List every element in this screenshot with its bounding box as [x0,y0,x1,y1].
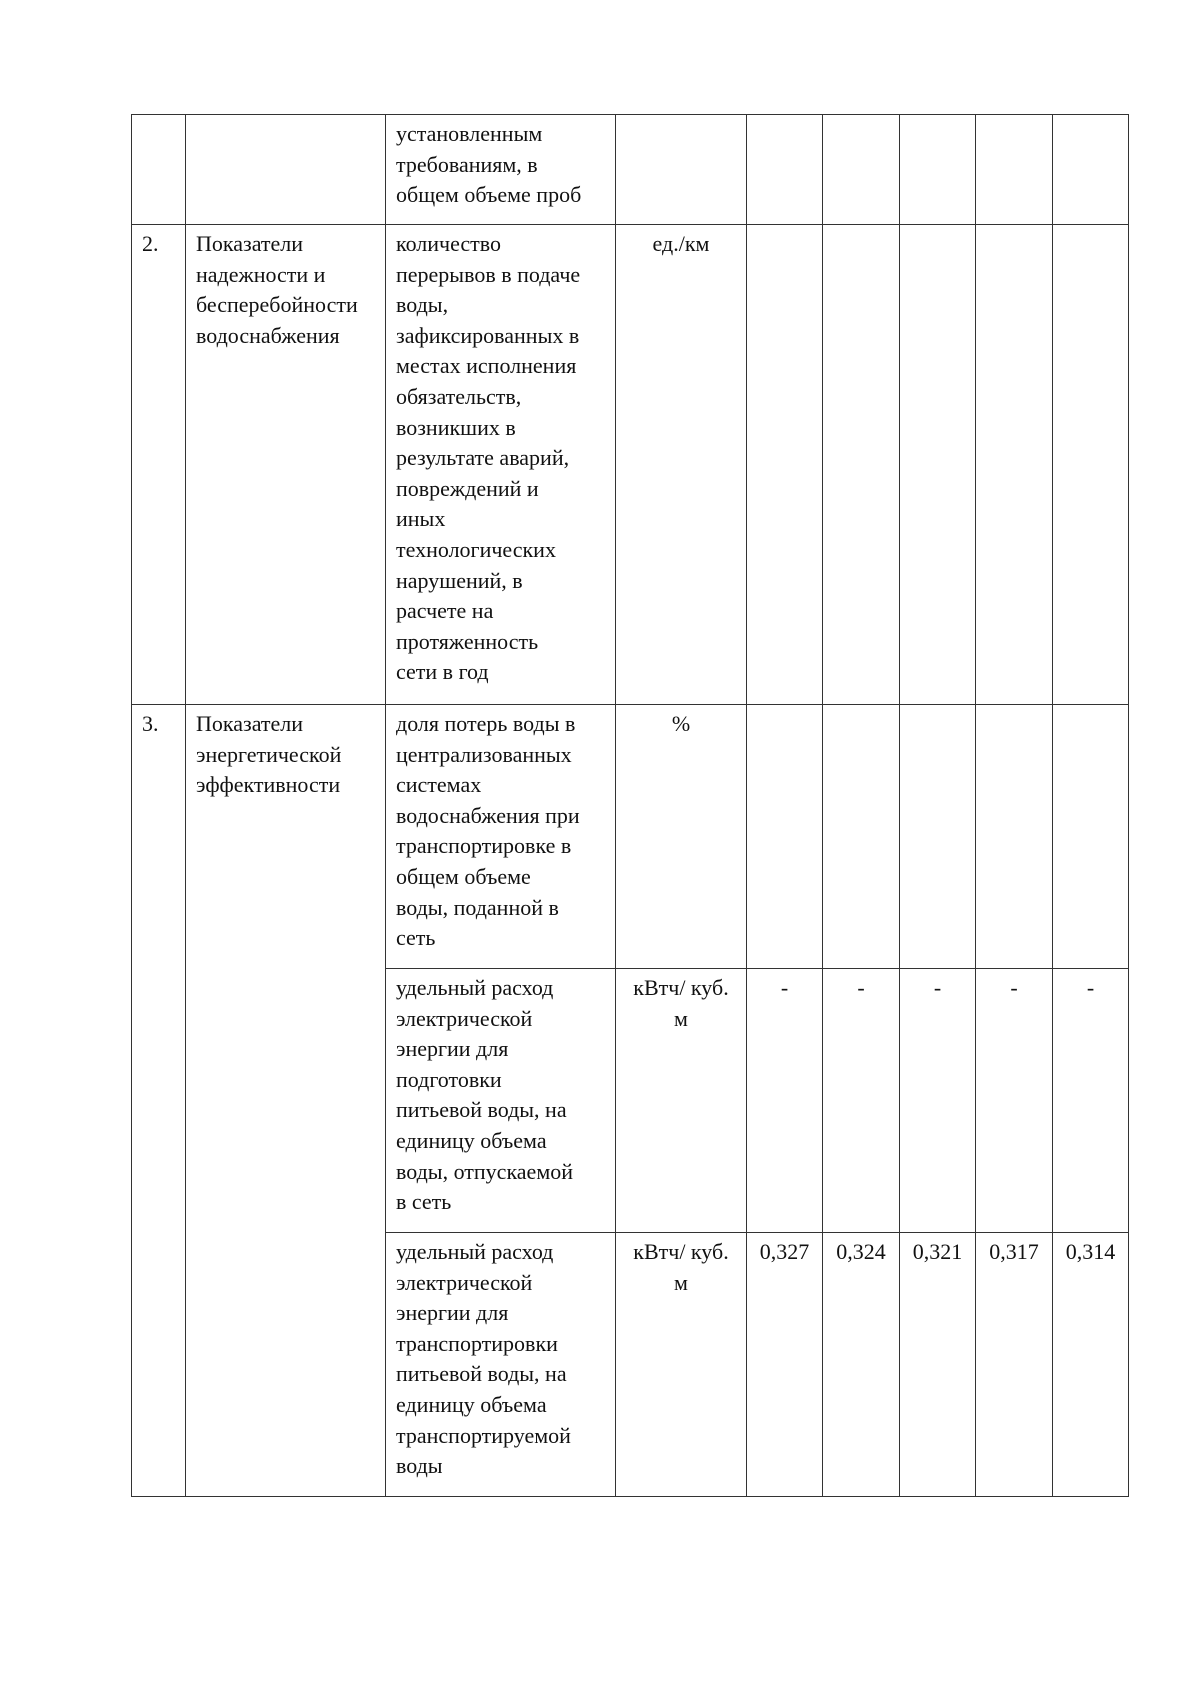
unit-cell [616,1233,747,1497]
value-cell [976,705,1053,969]
unit-label: % [671,711,691,736]
indicator-description-cell [386,969,616,1233]
indicator-name: Показатели надежности и бесперебойности водоснабжения [196,231,358,348]
value-cell [976,225,1053,705]
value-cell [900,969,976,1233]
indicator-name: Показатели энергетической эффективности [196,711,342,798]
value-cell [1053,115,1129,225]
row-number-cell [132,705,186,1497]
value: 0,317 [989,1239,1039,1264]
value: - [1010,975,1018,1000]
value-cell [900,225,976,705]
value-cell [900,115,976,225]
row-number-cell [132,225,186,705]
value: 0,321 [912,1239,963,1264]
value-cell [747,225,823,705]
value: 0,314 [1065,1239,1116,1264]
value-cell [1053,969,1129,1233]
indicator-description-cell [386,225,616,705]
value-cell [747,115,823,225]
value-cell [747,1233,823,1497]
indicator-description: удельный расход электрической энергии для подготовки питьевой воды, на единицу объема воды, отпускаемой в сеть [396,975,574,1215]
value: - [857,975,865,1000]
indicator-name-cell [186,705,386,1497]
value-cell [823,225,900,705]
value-cell [900,705,976,969]
unit-cell [616,969,747,1233]
value-cell [1053,225,1129,705]
value-cell [976,115,1053,225]
value-cell [1053,705,1129,969]
value-cell [976,1233,1053,1497]
unit-cell [616,115,747,225]
table-row [132,705,1129,969]
table-row [132,225,1129,705]
value-cell [823,115,900,225]
indicator-description: удельный расход электрической энергии для транспортировки питьевой воды, на единицу объема транспортируемой воды [396,1239,571,1479]
indicators-table [131,114,1129,1497]
unit-label: ед./км [652,231,710,256]
value-cell [900,1233,976,1497]
value-cell [823,1233,900,1497]
indicator-description: установленным требованиям, в общем объеме проб [396,121,582,208]
unit-label: кВтч/ куб. м [633,1239,729,1295]
value-cell [747,705,823,969]
indicator-description-cell [386,705,616,969]
indicator-description-cell [386,1233,616,1497]
unit-cell [616,705,747,969]
value-cell [823,969,900,1233]
value-cell [747,969,823,1233]
value: 0,327 [759,1239,810,1264]
value-cell [1053,1233,1129,1497]
unit-label: кВтч/ куб. м [633,975,729,1031]
indicator-description: количество перерывов в подаче воды, зафиксированных в местах исполнения обязательств, возникших в результате аварий, повреждений и иных технологических нарушений, в расчете на протяженность сети в год [396,231,581,685]
row-number-cell [132,115,186,225]
indicator-description: доля потерь воды в централизованных системах водоснабжения при транспортировке в общем объеме воды, поданной в сеть [396,711,580,951]
value-cell [976,969,1053,1233]
value: - [1086,975,1095,1000]
indicator-name-cell [186,115,386,225]
value: - [780,975,789,1000]
unit-cell [616,225,747,705]
indicator-description-cell [386,115,616,225]
indicator-name-cell [186,225,386,705]
value-cell [823,705,900,969]
row-number: 2. [142,231,159,256]
row-number: 3. [142,711,159,736]
value: 0,324 [836,1239,886,1264]
table-row [132,115,1129,225]
value: - [933,975,942,1000]
